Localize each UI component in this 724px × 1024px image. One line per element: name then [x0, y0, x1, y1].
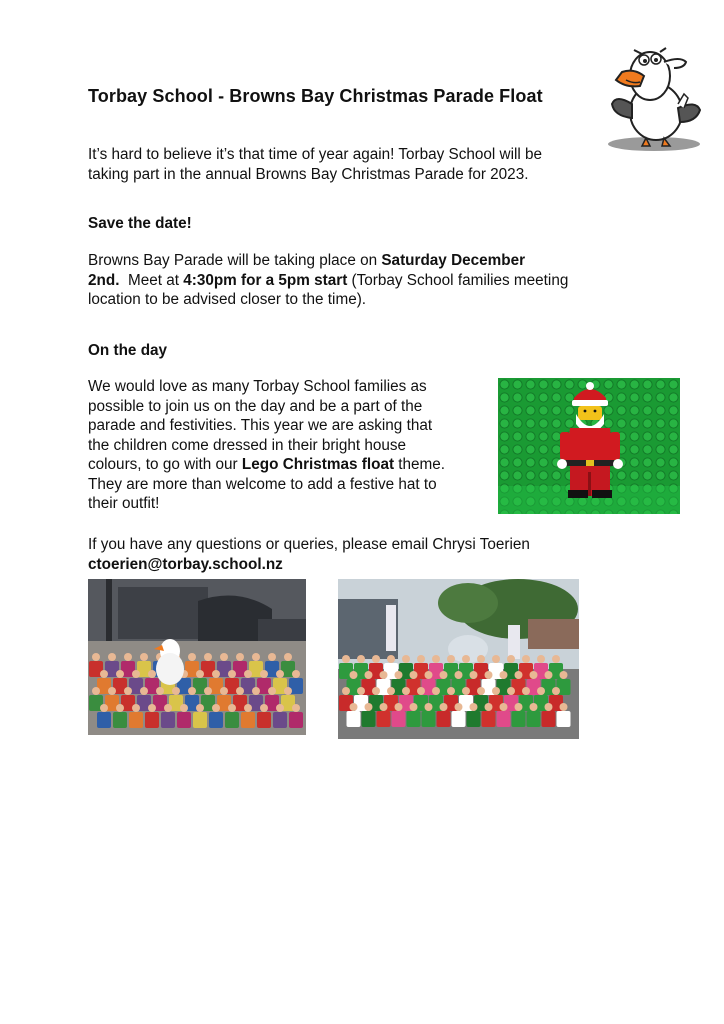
crowd-figure	[527, 711, 541, 727]
text-span: Browns Bay Parade will be taking place on	[88, 252, 382, 269]
crowd-figure-head	[188, 653, 196, 661]
crowd-figure-head	[100, 704, 108, 712]
time-bold: 4:30pm for a 5pm start	[183, 271, 348, 289]
crowd-figure-head	[342, 655, 350, 663]
parade-photo-right	[338, 579, 579, 739]
contact-email-link[interactable]: ctoerien@torbay.school.nz	[88, 555, 283, 573]
crowd-figure	[437, 711, 451, 727]
crowd-figure-head	[410, 671, 418, 679]
contact-paragraph	[88, 535, 648, 574]
date-bold-2: 2nd.	[88, 271, 120, 289]
crowd-figure-head	[292, 670, 300, 678]
crowd-figure-head	[284, 687, 292, 695]
crowd-figure-head	[425, 703, 433, 711]
crowd-figure-head	[447, 655, 455, 663]
crowd-figure-head	[252, 687, 260, 695]
crowd-figure-head	[164, 704, 172, 712]
crowd-figure-head	[212, 670, 220, 678]
on-the-day-line-6: They are more than welcome to add a festive hat to	[88, 475, 437, 493]
crowd-figure	[129, 712, 143, 728]
on-the-day-line-3: parade and festivities. This year we are asking that	[88, 417, 433, 434]
crowd-figure-head	[116, 704, 124, 712]
crowd-figure-head	[455, 671, 463, 679]
crowd-figure	[542, 711, 556, 727]
crowd-figure-head	[148, 704, 156, 712]
crowd-figure-head	[485, 703, 493, 711]
parade-photo-left	[88, 579, 306, 735]
crowd-figure	[362, 711, 376, 727]
crowd-figure-head	[545, 671, 553, 679]
crowd-figure-head	[284, 653, 292, 661]
crowd-figure	[145, 712, 159, 728]
on-the-day-line-5	[88, 455, 498, 475]
crowd-figure-head	[477, 687, 485, 695]
crowd-figure	[407, 711, 421, 727]
crowd-figure-head	[357, 687, 365, 695]
crowd-figure-head	[440, 671, 448, 679]
seagull-mascot-image	[604, 42, 704, 154]
contact-line: If you have any questions or queries, please email Chrysi Toerien	[88, 536, 530, 553]
crowd-figure-head	[560, 671, 568, 679]
crowd-figure-head	[252, 653, 260, 661]
crowd-figure-head	[395, 703, 403, 711]
crowd-figure-head	[92, 687, 100, 695]
crowd-figure-head	[260, 670, 268, 678]
save-the-date-line-3: location to be advised closer to the time).	[88, 291, 367, 308]
crowd-figure-head	[470, 671, 478, 679]
page-title: Torbay School - Browns Bay Christmas Parade Float	[88, 86, 543, 106]
on-the-day-line-1: We would love as many Torbay School families as	[88, 378, 427, 395]
crowd-figure-head	[530, 703, 538, 711]
crowd-figure	[392, 711, 406, 727]
crowd-figure-head	[268, 653, 276, 661]
crowd-figure-head	[220, 687, 228, 695]
crowd-figure-head	[402, 655, 410, 663]
crowd-figure-head	[260, 704, 268, 712]
crowd-figure	[161, 712, 175, 728]
theme-bold: Lego Christmas float	[241, 456, 395, 473]
crowd-figure-head	[552, 655, 560, 663]
crowd-figure-head	[100, 670, 108, 678]
crowd-figure-head	[500, 703, 508, 711]
crowd-figure-head	[116, 670, 124, 678]
crowd-figure-head	[492, 687, 500, 695]
crowd-figure-head	[500, 671, 508, 679]
intro-paragraph	[88, 145, 648, 184]
crowd-figure-head	[462, 655, 470, 663]
save-the-date-heading: Save the date!	[88, 215, 192, 232]
crowd-figure-head	[204, 687, 212, 695]
on-the-day-line-7: their outfit!	[88, 495, 160, 512]
crowd-figure-head	[507, 687, 515, 695]
crowd-figure-head	[108, 653, 116, 661]
crowd-figure-head	[228, 670, 236, 678]
crowd-figure-head	[522, 687, 530, 695]
crowd-figure-head	[268, 687, 276, 695]
crowd-figure-head	[276, 670, 284, 678]
text-span: Meet at	[119, 271, 184, 289]
intro-line-2: taking part in the annual Browns Bay Christmas Parade for 2023.	[88, 165, 529, 183]
crowd-figure-head	[537, 655, 545, 663]
crowd-figure-head	[204, 653, 212, 661]
crowd-figure-head	[350, 671, 358, 679]
on-the-day-line-2: possible to join us on the day and be a part of the	[88, 397, 423, 415]
crowd-figure-head	[148, 670, 156, 678]
on-the-day-paragraph	[88, 377, 498, 514]
crowd-figure-head	[244, 670, 252, 678]
crowd-figure-head	[560, 703, 568, 711]
crowd-figure-head	[276, 704, 284, 712]
crowd-figure	[193, 712, 207, 728]
crowd-figure-head	[447, 687, 455, 695]
crowd-figure-head	[365, 671, 373, 679]
crowd-figure-head	[515, 703, 523, 711]
crowd-figure	[289, 712, 303, 728]
crowd-figure-head	[530, 671, 538, 679]
crowd-figure-head	[372, 655, 380, 663]
crowd-figure-head	[350, 703, 358, 711]
crowd-figure-head	[292, 704, 300, 712]
crowd-figure-head	[156, 687, 164, 695]
crowd-figure	[257, 712, 271, 728]
crowd-figure-head	[380, 703, 388, 711]
crowd-figure-head	[432, 687, 440, 695]
crowd-figure-head	[470, 703, 478, 711]
text-span: theme.	[394, 456, 446, 473]
crowd-figure-head	[387, 687, 395, 695]
crowd-figure-head	[455, 703, 463, 711]
crowd-figure-head	[372, 687, 380, 695]
crowd-figure-head	[124, 653, 132, 661]
crowd-figure	[497, 711, 511, 727]
crowd-figure-head	[417, 655, 425, 663]
crowd-figure-head	[140, 687, 148, 695]
crowd-figure-head	[108, 687, 116, 695]
crowd-figure	[225, 712, 239, 728]
crowd-figure	[273, 712, 287, 728]
intro-line-1: It’s hard to believe it’s that time of year again! Torbay School will be	[88, 146, 543, 163]
crowd-figure-head	[410, 703, 418, 711]
crowd-figure-head	[477, 655, 485, 663]
crowd-figure-head	[440, 703, 448, 711]
crowd-figure-head	[124, 687, 132, 695]
save-the-date-line-2	[88, 271, 668, 291]
crowd-figure	[113, 712, 127, 728]
crowd-figure	[177, 712, 191, 728]
crowd-figure-head	[140, 653, 148, 661]
crowd-figure	[512, 711, 526, 727]
crowd-figure-head	[492, 655, 500, 663]
crowd-figure	[452, 711, 466, 727]
save-the-date-paragraph	[88, 251, 668, 310]
crowd-figure-head	[196, 704, 204, 712]
text-span: (Torbay School families meeting	[347, 271, 569, 289]
crowd-figure-head	[507, 655, 515, 663]
lego-santa-image	[498, 378, 680, 514]
crowd-figure-head	[552, 687, 560, 695]
crowd-figure-head	[432, 655, 440, 663]
save-the-date-line-1	[88, 251, 668, 271]
crowd-figure-head	[425, 671, 433, 679]
crowd-figure-head	[228, 704, 236, 712]
crowd-figure-head	[485, 671, 493, 679]
crowd-figure-head	[545, 703, 553, 711]
crowd-figure-head	[402, 687, 410, 695]
crowd-figure-head	[220, 653, 228, 661]
text-span: colours, to go with our	[88, 456, 242, 473]
crowd-figure-head	[172, 687, 180, 695]
crowd-figure-head	[188, 687, 196, 695]
crowd-figure-head	[212, 704, 220, 712]
crowd-figure	[97, 712, 111, 728]
crowd-figure-head	[365, 703, 373, 711]
crowd-figure-head	[342, 687, 350, 695]
crowd-figure-head	[236, 687, 244, 695]
crowd-figure	[347, 711, 361, 727]
crowd-figure	[241, 712, 255, 728]
crowd-figure-head	[537, 687, 545, 695]
crowd-figure-head	[196, 670, 204, 678]
crowd-figure	[377, 711, 391, 727]
crowd-figure-head	[380, 671, 388, 679]
crowd-figure-head	[395, 671, 403, 679]
crowd-figure	[209, 712, 223, 728]
crowd-figure-head	[132, 670, 140, 678]
on-the-day-line-4: the children come dressed in their bright house	[88, 436, 407, 454]
crowd-figure	[467, 711, 481, 727]
crowd-figure-head	[357, 655, 365, 663]
crowd-figure-head	[132, 704, 140, 712]
date-bold: Saturday December	[381, 252, 526, 269]
crowd-figure-head	[180, 704, 188, 712]
crowd-figure	[557, 711, 571, 727]
crowd-figure-head	[387, 655, 395, 663]
crowd-figure-head	[92, 653, 100, 661]
crowd-figure-head	[244, 704, 252, 712]
crowd-figure-head	[522, 655, 530, 663]
crowd-figure-head	[462, 687, 470, 695]
crowd-figure	[422, 711, 436, 727]
crowd-figure	[482, 711, 496, 727]
crowd-figure-head	[236, 653, 244, 661]
on-the-day-heading: On the day	[88, 342, 168, 359]
crowd-figure-head	[515, 671, 523, 679]
crowd-figure-head	[417, 687, 425, 695]
